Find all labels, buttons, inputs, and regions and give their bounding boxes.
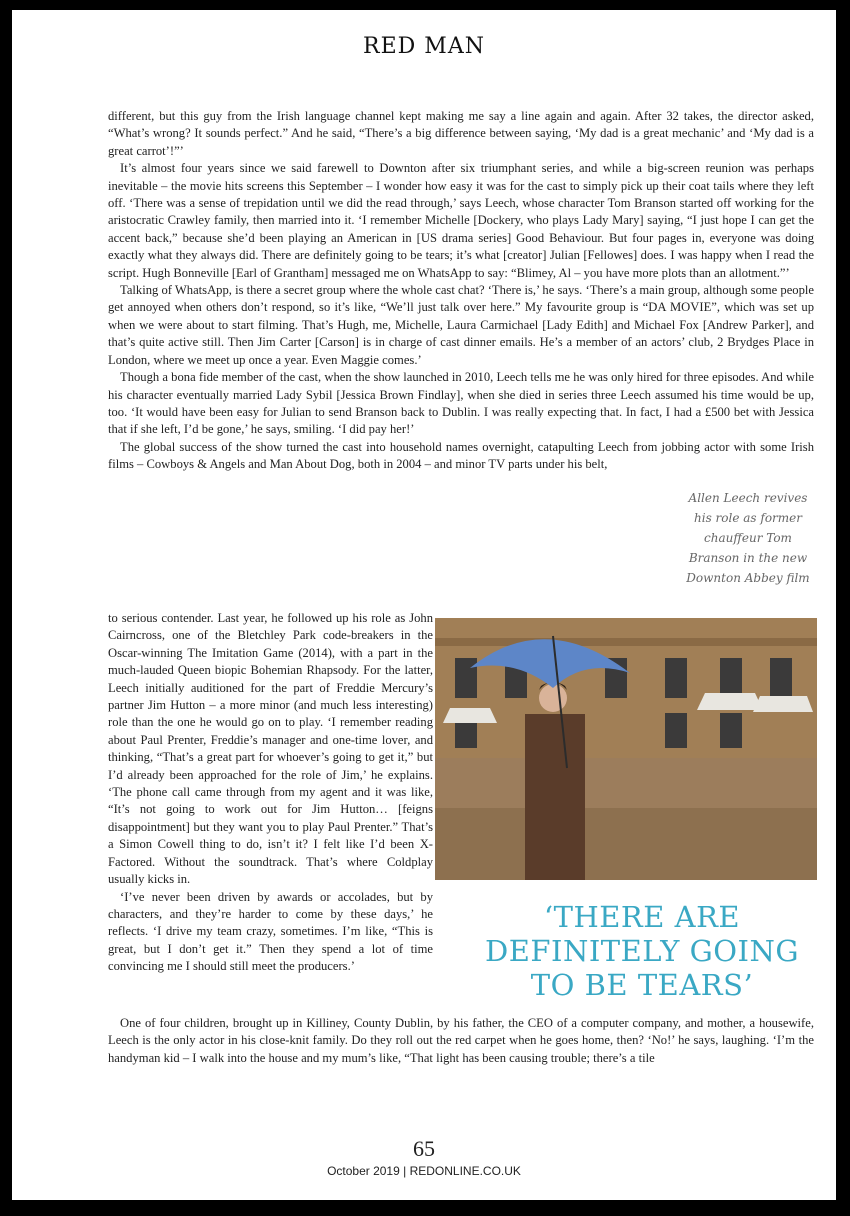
paragraph: to serious contender. Last year, he followed up his role as John Cairncross, one of the Bletchley Park code-breakers in the Oscar-winning The Imitation Game (2014), with a part in the much-lauded Queen biopic Bohemian Rhapsody. For the latter, Leech initially auditioned for the part of Freddie Mercury’s partner Jim Hutton – a more minor (and much less interesting) role than the one he would go on to play. ‘I remember reading about Paul Prenter, Freddie’s manager and one-time lover, and thinking, “That’s a great part for whoever’s going to get it,” but I’d already been approached for the role of Jim,’ he explains. ‘The phone call came through from my agent and it was like, “It’s not going to work out for Jim Hutton… [feigns disappointment] but they want you to play Paul Prenter.” That’s a Simon Cowell thing to do, isn’t it? I felt like I’d been X-Factored. Without the soundtrack. That’s where Coldplay usually kicks in. (108, 611, 433, 887)
paragraph: Though a bona fide member of the cast, when the show launched in 2010, Leech tells me he was only hired for three episodes. And while his character eventually married Lady Sybil [Jessica Brown Findlay], when she died in series three Leech assumed his time would be up, too. ‘It would have been easy for Julian to send Branson back to Dublin. I was really expecting that. In fact, I had a £500 bet with Jessica that if she left, I’d be gone,’ he says, smiling. ‘I did pay her!’ (108, 370, 814, 437)
paragraph: One of four children, brought up in Killiney, County Dublin, by his father, the CEO of a computer company, and mother, a housewife, Leech is the only actor in his close-knit family. Do they roll out the red carpet when he goes home, then? ‘No!’ he says, laughing. ‘I’m the handyman kid – I walk into the house and my mum’s like, “That light has been causing trouble; there’s a tile (108, 1016, 814, 1065)
article-body-top (108, 108, 814, 474)
article-photo (435, 618, 817, 880)
page-number: 65 (413, 1136, 435, 1161)
paragraph: different, but this guy from the Irish language channel kept making me say a line again and again. After 32 takes, the director asked, “What’s wrong? It sounds perfect.” And he said, “There’s a big difference between saying, ‘My dad is a great mechanic’ and ‘My dad is a great carrot’!”’ (108, 109, 814, 158)
masthead: RED MAN (363, 34, 485, 59)
footer-credit: October 2019 | REDONLINE.CO.UK (327, 1164, 521, 1178)
paragraph: ‘I’ve never been driven by awards or accolades, but by characters, and they’re harder to come by these days,’ he reflects. ‘I drive my team crazy, sometimes. I’m like, “This is great, but I don’t get it.” Then they spend a lot of time convincing me I should still meet the producers.’ (108, 889, 433, 974)
photo-caption: Allen Leech revives his role as former chauffeur Tom Branson in the new Downton Abbey film (686, 491, 810, 585)
magazine-page (12, 10, 836, 1200)
pull-quote: ‘THERE ARE DEFINITELY GOING TO BE TEARS’ (484, 900, 800, 1002)
paragraph: The global success of the show turned the cast into household names overnight, catapulting Leech from jobbing actor with some Irish films – Cowboys & Angels and Man About Dog, both in 2004 – and minor TV parts under his belt, (108, 439, 814, 472)
photo-illustration (435, 618, 817, 880)
paragraph: Talking of WhatsApp, is there a secret group where the whole cast chat? ‘There is,’ he says. ‘There’s a main group, although some people get annoyed when others don’t respond, so it’s like, “We’ll just talk over here.” My favourite group is “DA MOVIE”, which was set up when we were about to start filming. That’s Hugh, me, Michelle, Laura Carmichael [Lady Edith] and Michael Fox [Andrew Parker], and that’s quite active still. Then Jim Carter [Carson] is in charge of cast dinner emails. He’s a member of an actors’ club, 2 Brydges Place in London, where we meet up once a year. Even Maggie comes.’ (108, 283, 814, 367)
article-body-bottom (108, 1015, 814, 1067)
paragraph: It’s almost four years since we said farewell to Downton after six triumphant series, and while a big-screen reunion was perhaps inevitable – the movie hits screens this September – I wonder how easy it was for the cast to simply pick up their coat tails where they left off. ‘There was a sense of trepidation until we did the read through,’ says Leech, whose character Tom Branson started off working for the aristocratic Crawley family, then married into it. ‘I remember Michelle [Dockery, who plays Lady Mary] saying, “I just hope I can get the accent back,” because she’d been playing an American in [US drama series] Good Behaviour. But four pages in, everyone was doing exactly what they always did. There are definitely going to be tears; it’s what [creator] Julian [Fellowes] does. I was happy when I read the script. Hugh Bonneville [Earl of Grantham] messaged me on WhatsApp to say: “Blimey, Al – you have more plots than an allotment.”’ (108, 161, 814, 280)
article-body-left-column (108, 610, 433, 976)
